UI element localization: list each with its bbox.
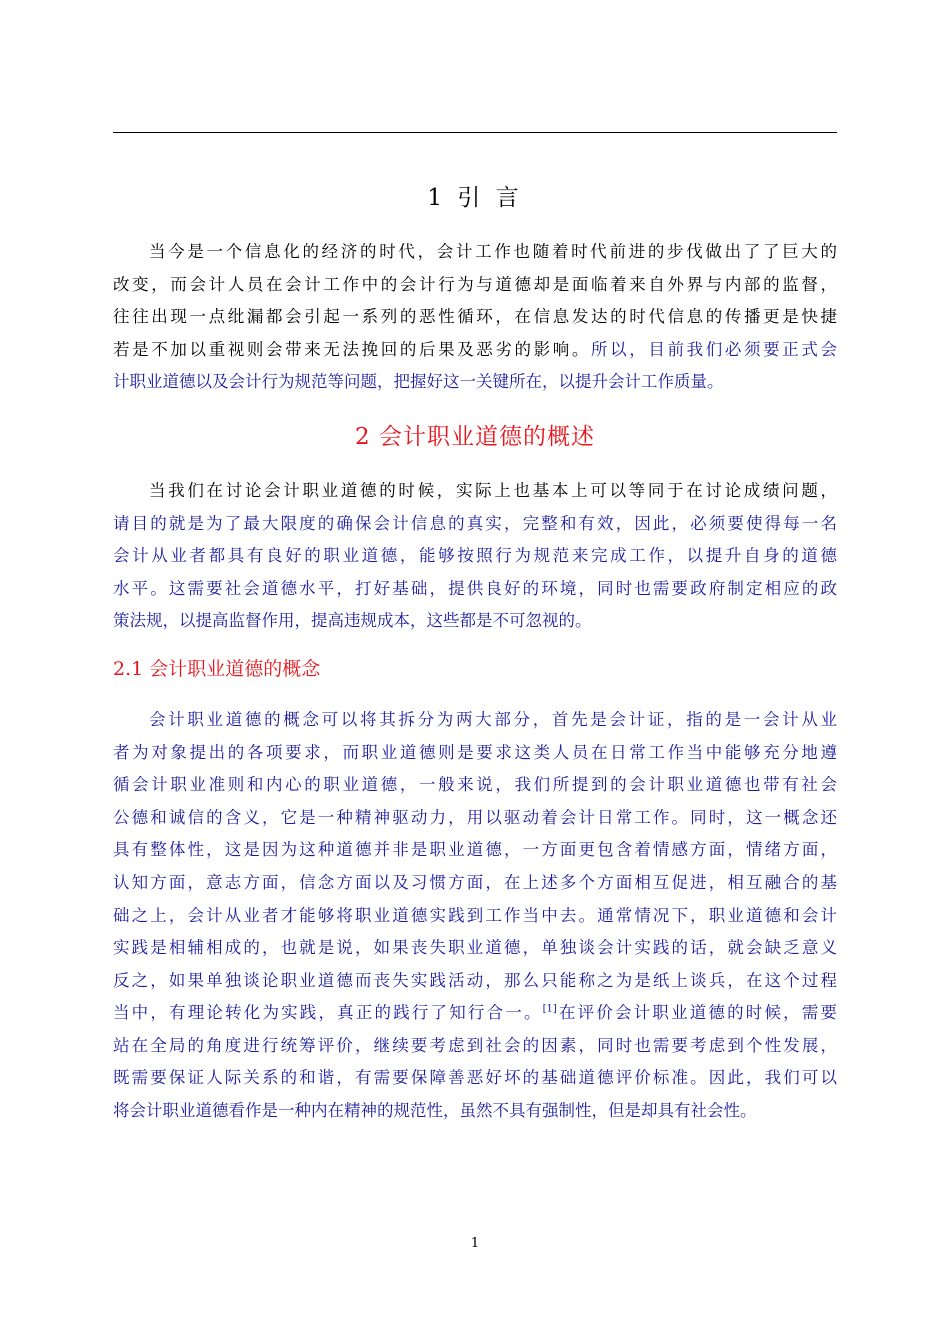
section-title-overview: 2 会计职业道德的概述	[355, 423, 595, 450]
text-line: 公德和诚信的含义，它是一种精神驱动力，用以驱动着会计日常工作。同时，这一概念还	[113, 807, 837, 827]
page-number: 1	[470, 1236, 480, 1251]
text-line: 循会计职业准则和内心的职业道德，一般来说，我们所提到的会计职业道德也带有社会	[113, 775, 837, 795]
subsection-title-concept: 2.1 会计职业道德的概念	[113, 657, 321, 680]
text-segment: 所以，目前我们必须要正式会	[591, 339, 838, 359]
text-line: 既需要保证人际关系的和谐，有需要保障善恶好坏的基础道德评价标准。因此，我们可以	[113, 1068, 837, 1088]
text-line: 者为对象提出的各项要求，而职业道德则是要求这类人员在日常工作当中能够充分地遵	[113, 742, 837, 762]
paragraph-intro	[113, 236, 837, 399]
header-rule	[113, 132, 837, 133]
text-line: 认知方面，意志方面，信念方面以及习惯方面，在上述多个方面相互促进，相互融合的基	[113, 872, 837, 892]
paragraph-overview	[113, 475, 837, 638]
text-line: 请目的就是为了最大限度的确保会计信息的真实，完整和有效，因此，必须要使得每一名	[113, 513, 837, 533]
text-line: 反之，如果单独谈论职业道德而丧失实践活动，那么只能称之为是纸上谈兵，在这个过程	[113, 970, 837, 990]
text-line: 具有整体性，这是因为这种道德并非是职业道德，一方面更包含着情感方面，情绪方面，	[113, 840, 837, 860]
text-line: 当今是一个信息化的经济的时代，会计工作也随着时代前进的步伐做出了了巨大的	[149, 242, 837, 261]
text-line: 会计从业者都具有良好的职业道德，能够按照行为规范来完成工作，以提升自身的道德	[113, 546, 837, 566]
paragraph-concept	[113, 704, 837, 1128]
text-segment: 在评价会计职业道德的时候，需要	[556, 1003, 838, 1023]
text-line	[113, 334, 837, 367]
text-line: 当我们在讨论会计职业道德的时候，实际上也基本上可以等同于在讨论成绩问题，	[149, 480, 837, 500]
text-line: 站在全局的角度进行统筹评价，继续要考虑到社会的因素，同时也需要考虑到个性发展，	[113, 1035, 837, 1055]
document-body	[113, 178, 837, 1128]
text-line: 水平。这需要社会道德水平，打好基础，提供良好的环境，同时也需要政府制定相应的政	[113, 578, 837, 598]
text-line: 将会计职业道德看作是一种内在精神的规范性，虽然不具有强制性，但是却具有社会性。	[113, 1101, 757, 1121]
text-line: 计职业道德以及会计行为规范等问题，把握好这一关键所在，以提升会计工作质量。	[113, 372, 724, 392]
text-line: 策法规，以提高监督作用，提高违规成本，这些都是不可忽视的。	[113, 611, 592, 631]
section-title-intro: 1 引 言	[427, 185, 523, 211]
text-line: 实践是相辅相成的，也就是说，如果丧失职业道德，单独谈会计实践的话，就会缺乏意义	[113, 938, 837, 958]
text-line: 会计职业道德的概念可以将其拆分为两大部分，首先是会计证，指的是一会计从业	[149, 709, 837, 729]
text-segment: 当中，有理论转化为实践，真正的践行了知行合一。	[113, 1003, 543, 1023]
text-line: 改变，而会计人员在会计工作中的会计行为与道德却是面临着来自外界与内部的监督，	[113, 274, 837, 294]
citation-ref: [1]	[542, 1003, 557, 1015]
text-line: 础之上，会计从业者才能够将职业道德实践到工作当中去。通常情况下，职业道德和会计	[113, 905, 837, 925]
text-segment: 若是不加以重视则会带来无法挽回的后果及恶劣的影响。	[113, 339, 592, 359]
text-line	[113, 997, 837, 1030]
text-line: 往往出现一点纰漏都会引起一系列的恶性循环，在信息发达的时代信息的传播更是快捷	[113, 307, 837, 327]
